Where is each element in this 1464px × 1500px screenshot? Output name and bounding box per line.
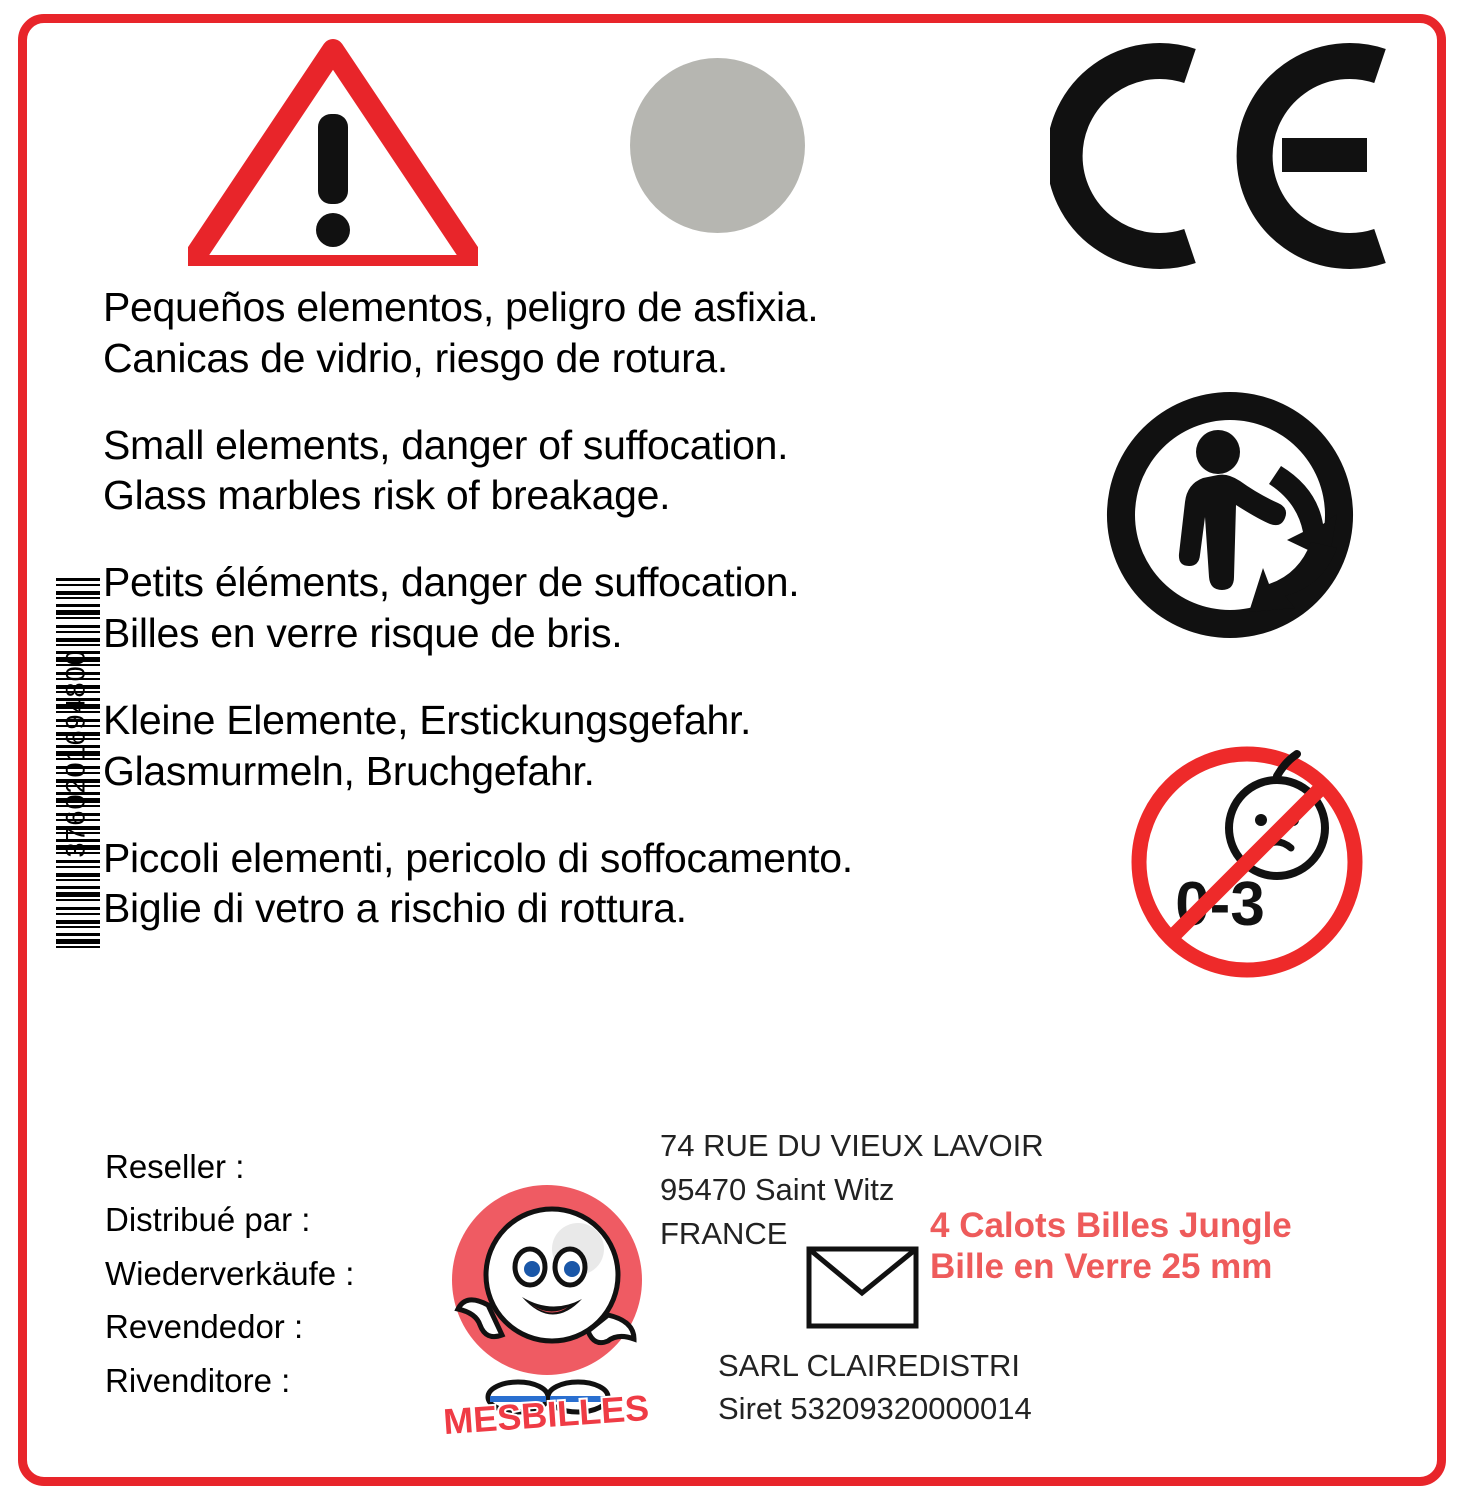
svg-text:0-3: 0-3 [1175, 870, 1265, 939]
envelope-icon [805, 1245, 920, 1330]
warning-de [103, 695, 1043, 797]
address-street: 74 RUE DU VIEUX LAVOIR [660, 1128, 1044, 1163]
tidyman-recycling-icon [1085, 380, 1375, 650]
no-children-under-3-icon [1125, 740, 1370, 985]
svg-text:MESBILLES: MESBILLES [441, 1386, 651, 1443]
warning-de-line2: Glasmurmeln, Bruchgefahr. [103, 747, 595, 794]
reseller-label-en: Reseller : [105, 1148, 245, 1185]
reseller-labels [105, 1140, 435, 1407]
warning-fr-line2: Billes en verre risque de bris. [103, 610, 623, 657]
barcode-number: 3760201694800 [60, 649, 91, 858]
warning-en [103, 420, 1043, 522]
warning-it-line2: Biglie di vetro a rischio di rottura. [103, 885, 687, 932]
warning-it [103, 833, 1043, 935]
company-siret: Siret 53209320000014 [718, 1390, 1032, 1426]
address-country: FRANCE [660, 1216, 788, 1252]
warning-de-line1: Kleine Elemente, Erstickungsgefahr. [103, 696, 752, 743]
warning-en-line2: Glass marbles risk of breakage. [103, 472, 671, 519]
warning-es-line2: Canicas de vidrio, riesgo de rotura. [103, 334, 729, 381]
reseller-label-de: Wiederverkäufe : [105, 1254, 355, 1292]
reseller-label-fr: Distribué par : [105, 1201, 311, 1239]
company-info [718, 1345, 1178, 1431]
mesbilles-logo-icon [430, 1175, 665, 1445]
ce-mark-icon [1050, 36, 1400, 276]
warning-texts [103, 282, 1043, 970]
warning-fr-line1: Petits éléments, danger de suffocation. [103, 559, 800, 606]
product-line1: 4 Calots Billes Jungle [930, 1206, 1292, 1245]
address-city: 95470 Saint Witz [660, 1172, 895, 1208]
warning-fr [103, 557, 1043, 659]
barcode [26, 578, 100, 948]
warning-en-line1: Small elements, danger of suffocation. [103, 421, 789, 468]
product-name [930, 1205, 1350, 1288]
product-line2: Bille en Verre 25 mm [930, 1247, 1273, 1287]
warning-triangle-icon [188, 36, 478, 266]
warning-es-line1: Pequeños elementos, peligro de asfixia. [103, 284, 819, 330]
warning-es [103, 282, 1043, 384]
grey-marble-icon [630, 58, 805, 233]
warning-it-line1: Piccoli elementi, pericolo di soffocamento. [103, 834, 853, 881]
reseller-label-it: Rivenditore : [105, 1361, 291, 1399]
reseller-label-es: Revendedor : [105, 1308, 304, 1346]
company-name: SARL CLAIREDISTRI [718, 1348, 1021, 1383]
